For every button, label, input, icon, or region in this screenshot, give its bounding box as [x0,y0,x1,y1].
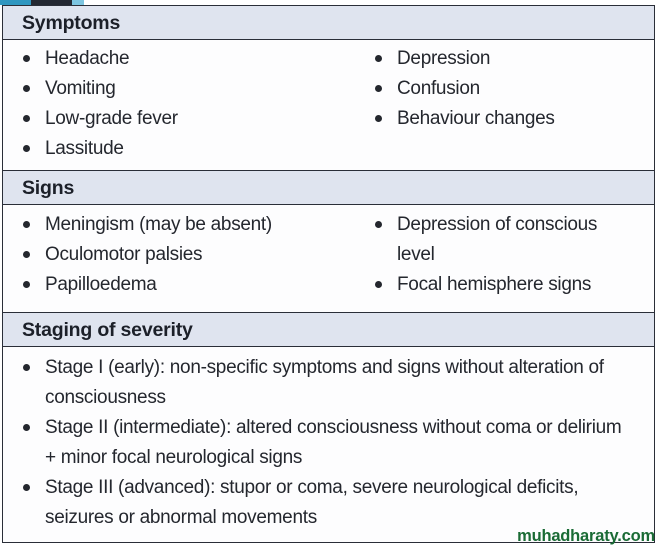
bullet-icon [23,424,30,431]
watermark-muhadharaty: muhadharaty.com [517,527,655,545]
list-item: Confusion [369,74,646,104]
bullet-icon [375,55,382,62]
list-item: Focal hemisphere signs [369,270,646,300]
bullet-icon [23,364,30,371]
list-item: Stage I (early): non-specific symptoms and signs without alteration of consciousness [17,353,646,413]
bullet-icon [23,251,30,258]
bullet-icon [23,115,30,122]
bullet-icon [23,85,30,92]
bullet-icon [23,221,30,228]
list-item: Lassitude [17,134,369,164]
list-item: Stage II (intermediate): altered consciousness without coma or delirium + minor focal neurological signs [17,413,646,473]
symptoms-list-right [369,44,646,164]
list-item: Depression of conscious level [369,210,646,270]
clinical-table [2,5,655,543]
bullet-icon [23,484,30,491]
staging-list [17,353,646,533]
section-symptoms [3,6,654,170]
symptoms-list-left [17,44,369,164]
list-item: Headache [17,44,369,74]
list-item: Vomiting [17,74,369,104]
section-header-staging: Staging of severity [3,312,654,347]
list-item: Stage III (advanced): stupor or coma, severe neurological deficits, seizures or abnormal movements [17,473,646,533]
bullet-icon [23,55,30,62]
section-header-signs: Signs [3,170,654,205]
signs-list-left [17,210,369,300]
signs-content [3,205,654,312]
section-signs [3,170,654,312]
symptoms-content [3,40,654,170]
list-item: Depression [369,44,646,74]
signs-list-right [369,210,646,300]
list-item: Meningism (may be absent) [17,210,369,240]
bullet-icon [375,281,382,288]
list-item: Low-grade fever [17,104,369,134]
list-item: Behaviour changes [369,104,646,134]
bullet-icon [375,85,382,92]
staging-content [3,347,654,543]
list-item: Oculomotor palsies [17,240,369,270]
section-staging [3,312,654,543]
list-item: Papilloedema [17,270,369,300]
section-header-symptoms: Symptoms [3,6,654,40]
bullet-icon [23,145,30,152]
bullet-icon [375,221,382,228]
bullet-icon [23,281,30,288]
bullet-icon [375,115,382,122]
